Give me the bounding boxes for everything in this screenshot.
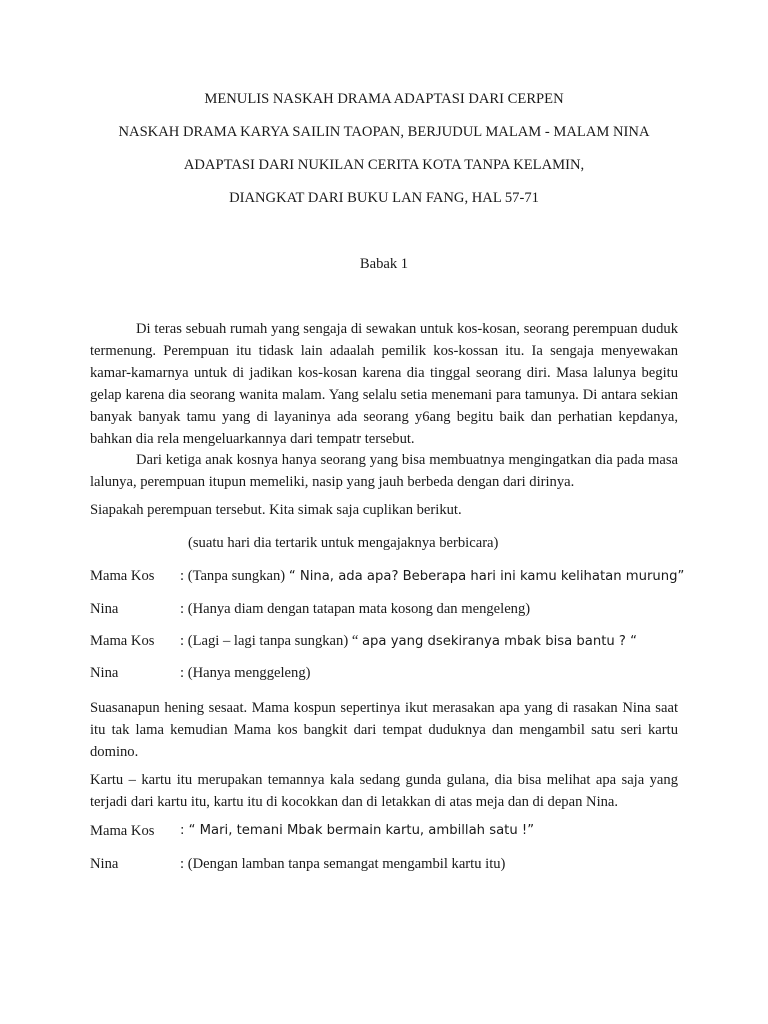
dialog-line: : (Hanya menggeleng) [180,665,311,681]
document-heading-4: DIANGKAT DARI BUKU LAN FANG, HAL 57-71 [229,190,539,206]
narrative-paragraph-2: Dari ketiga anak kosnya hanya seorang yang bisa membuatnya mengingatkan dia pada masa lalunya, perempuan itupun memeliki, nasip yang jauh berbeda dengan dari dirinya. [90,452,678,490]
dialog-speaker: Nina [90,601,119,617]
dialog-speaker: Mama Kos [90,633,155,649]
dialog-line: : “ Mari, temani Mbak bermain kartu, ambillah satu !” [180,823,535,838]
dialog-speaker: Nina [90,856,119,872]
dialog-speech: apa yang dsekiranya mbak bisa bantu ? “ [361,634,637,649]
dialog-line [180,568,684,585]
dialog-line [180,633,637,650]
dialog-speech: “ Nina, ada apa? Beberapa hari ini kamu kelihatan murung” [288,569,685,584]
narrative-paragraph-1: Di teras sebuah rumah yang sengaja di sewakan untuk kos-kosan, seorang perempuan duduk termenung. Perempuan itu tidask lain adaalah pemilik kos-kossan itu. Ia sengaja menyewakan kamar-kamarnya untuk di jadikan kos-kosan karena dia tinggal seorang diri. Masa lalunya begitu gelap karena dia seorang wanita malam. Yang selalu setia menemani para tamunya. Di antara sekian banyak banyak tamu yang di layaninya ada seorang y6ang begitu baik dan perhatian kepdanya, bahkan dia rela mengeluarkannya dari tempatr tersebut. [90,321,678,447]
dialog-line: : (Hanya diam dengan tatapan mata kosong dan mengeleng) [180,601,531,617]
document-heading-1: MENULIS NASKAH DRAMA ADAPTASI DARI CERPEN [204,91,564,107]
act-title: Babak 1 [359,256,409,272]
dialog-speaker: Nina [90,665,119,681]
stage-direction: (suatu hari dia tertarik untuk mengajaknya berbicara) [188,535,499,551]
narrative-paragraph-4: Kartu – kartu itu merupakan temannya kala sedang gunda gulana, dia bisa melihat apa saja yang terjadi dari kartu itu, kartu itu di kocokkan dan di letakkan di atas meja dan di depan Nina. [90,772,678,810]
dialog-prefix: : (Tanpa sungkan) [180,568,289,584]
dialog-line: : (Dengan lamban tanpa semangat mengambil kartu itu) [180,856,506,872]
document-heading-2: NASKAH DRAMA KARYA SAILIN TAOPAN, BERJUDUL MALAM - MALAM NINA [118,124,650,140]
document-heading-3: ADAPTASI DARI NUKILAN CERITA KOTA TANPA KELAMIN, [183,157,585,173]
dialog-speaker: Mama Kos [90,823,155,839]
narrative-paragraph-3: Suasanapun hening sesaat. Mama kospun sepertinya ikut merasakan apa yang di rasakan Nina saat itu tak lama kemudian Mama kos bangkit dari tempat duduknya dan mengambil satu seri kartu domino. [90,700,678,760]
intro-line: Siapakah perempuan tersebut. Kita simak saja cuplikan berikut. [90,502,462,518]
dialog-prefix: : (Lagi – lagi tanpa sungkan) “ [180,633,362,649]
dialog-speaker: Mama Kos [90,568,155,584]
